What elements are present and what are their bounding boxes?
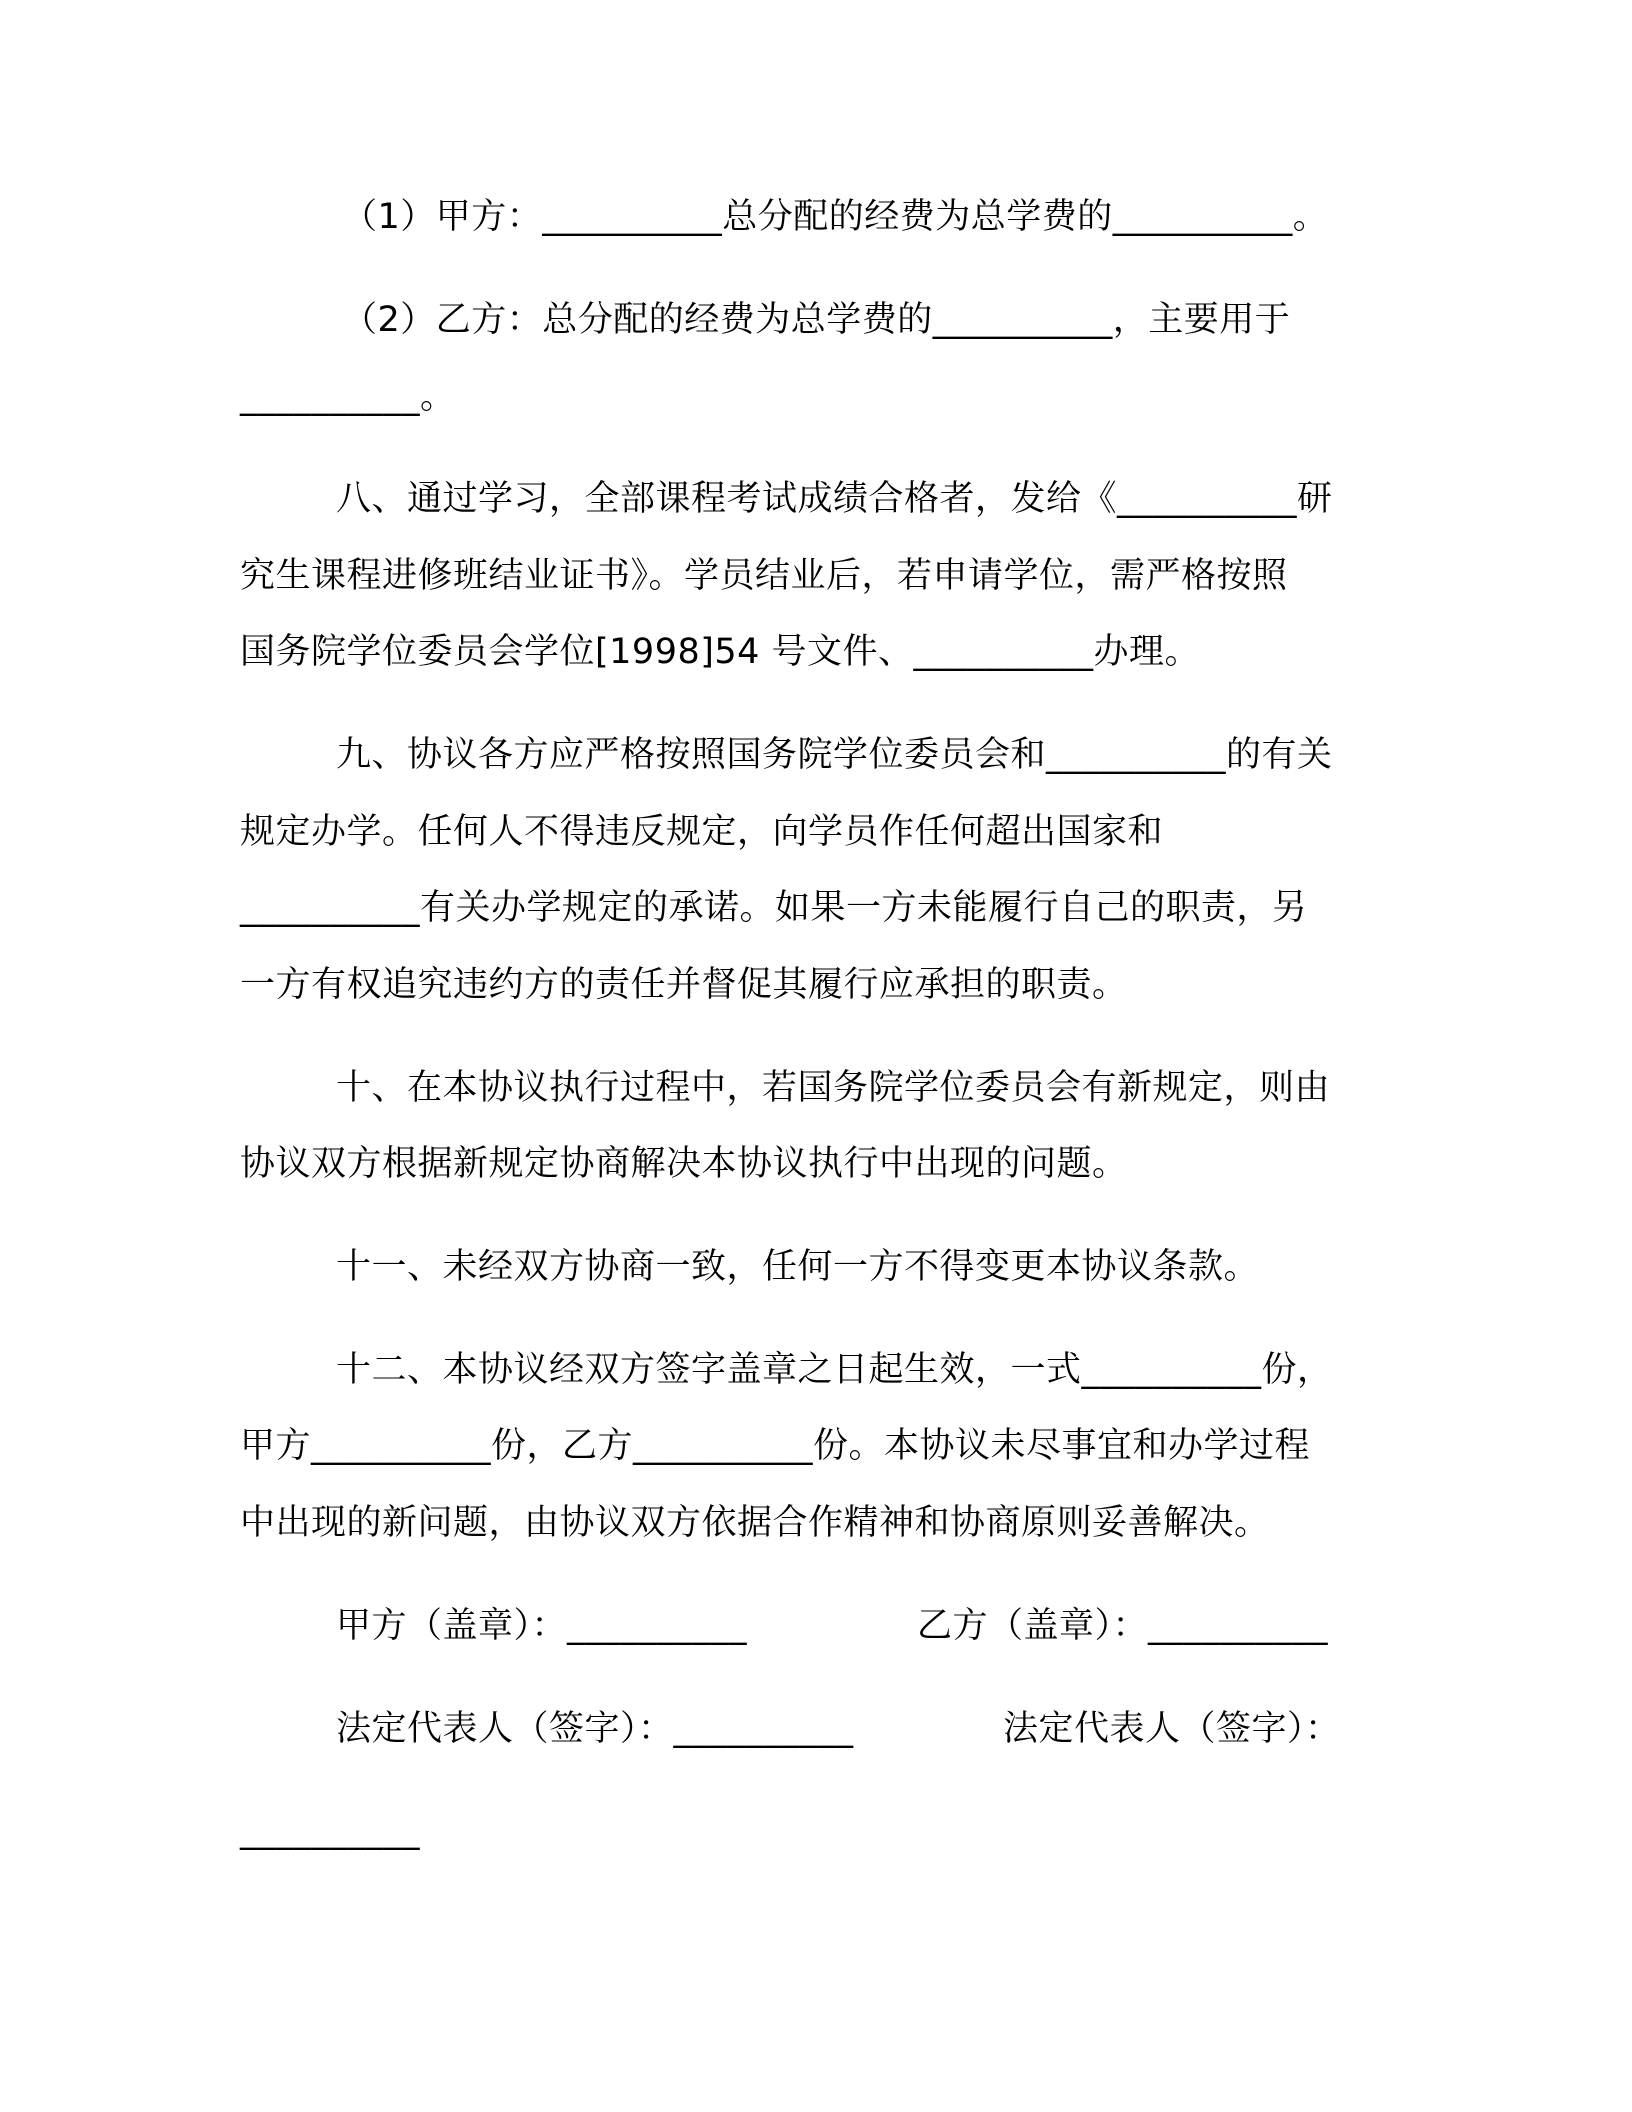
party-b-seal: 乙方（盖章）：__________	[917, 1606, 1329, 1646]
party-a-seal: 甲方（盖章）：__________	[336, 1606, 748, 1646]
clause-12-line-2: 甲方__________份，乙方__________份。本协议未尽事宜和办学过程	[240, 1426, 1311, 1466]
party-b-representative-blank: __________	[240, 1811, 420, 1851]
party-b-representative: 法定代表人（签字）：	[1003, 1709, 1341, 1749]
clause-7-item-2-cont: __________。	[240, 377, 456, 417]
clause-7-item-1: （1）甲方：__________总分配的经费为总学费的__________。	[342, 197, 1329, 237]
clause-12-line-1: 十二、本协议经双方签字盖章之日起生效，一式__________份，	[336, 1350, 1333, 1390]
clause-11-line-1: 十一、未经双方协商一致，任何一方不得变更本协议条款。	[336, 1247, 1260, 1287]
party-a-representative: 法定代表人（签字）：__________	[336, 1709, 854, 1749]
clause-9-line-3: __________有关办学规定的承诺。如果一方未能履行自己的职责，另	[240, 888, 1308, 928]
clause-9-line-1: 九、协议各方应严格按照国务院学位委员会和__________的有关	[336, 735, 1333, 775]
clause-8-line-2: 究生课程进修班结业证书》。学员结业后，若申请学位，需严格按照	[240, 556, 1288, 596]
clause-12-line-3: 中出现的新问题，由协议双方依据合作精神和协商原则妥善解决。	[240, 1503, 1270, 1543]
clause-8-line-1: 八、通过学习，全部课程考试成绩合格者，发给《__________研	[336, 479, 1333, 519]
clause-10-line-1: 十、在本协议执行过程中，若国务院学位委员会有新规定，则由	[336, 1068, 1331, 1108]
clause-7-item-2: （2）乙方：总分配的经费为总学费的__________，主要用于	[342, 300, 1291, 340]
clause-8-line-3: 国务院学位委员会学位[1998]54 号文件、__________办理。	[240, 632, 1201, 672]
clause-9-line-4: 一方有权追究违约方的责任并督促其履行应承担的职责。	[240, 965, 1128, 1005]
clause-10-line-2: 协议双方根据新规定协商解决本协议执行中出现的问题。	[240, 1144, 1128, 1184]
clause-9-line-2: 规定办学。任何人不得违反规定，向学员作任何超出国家和	[240, 812, 1164, 852]
